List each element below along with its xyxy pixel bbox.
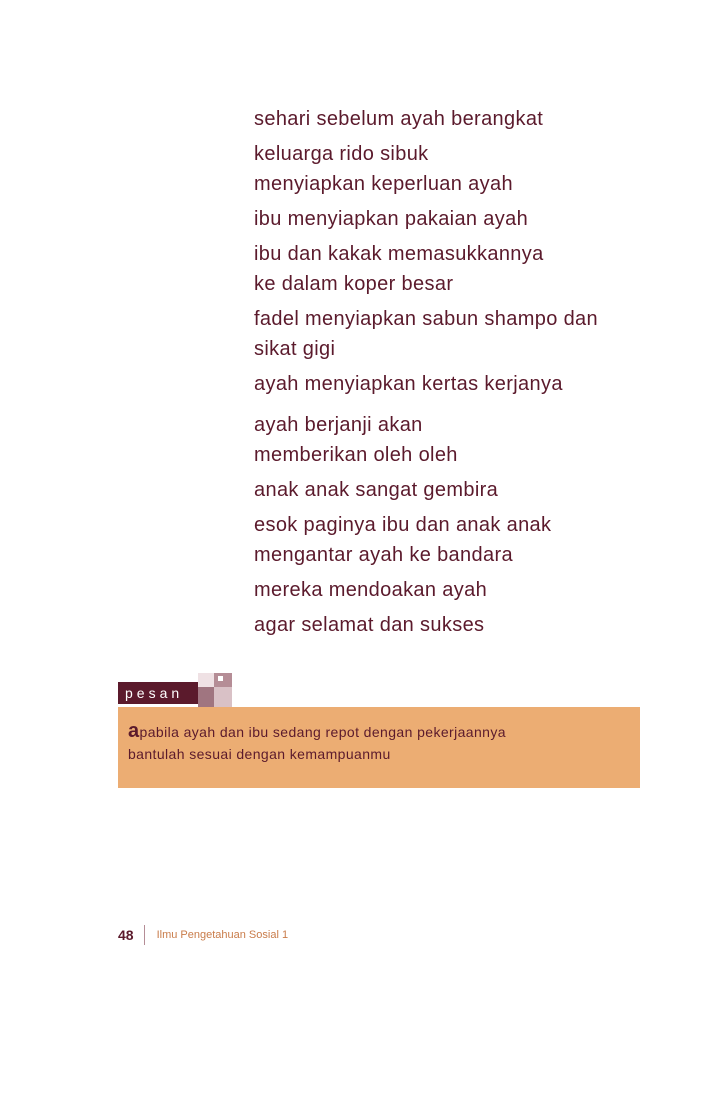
decorative-square [214,673,232,687]
poem-line: anak anak sangat gembira [254,479,499,501]
pesan-message-line [128,720,640,743]
poem-line: ke dalam koper besar [254,273,454,295]
pesan-dropcap: a [128,720,140,742]
poem-stanza [254,239,694,299]
decorative-square [198,687,214,707]
poem-line: mengantar ayah ke bandara [254,544,513,566]
pesan-label: pesan [118,682,198,704]
poem-stanza [254,139,694,199]
poem-line: menyiapkan keperluan ayah [254,173,513,195]
poem-stanza [254,369,694,399]
footer-divider [144,925,145,945]
poem-line: sikat gigi [254,338,336,360]
poem-stanza [254,575,694,605]
poem-line: fadel menyiapkan sabun shampo dan [254,308,599,330]
poem-line: esok paginya ibu dan anak anak [254,514,552,536]
poem-line: ibu dan kakak memasukkannya [254,243,544,265]
decorative-square [214,687,232,707]
poem-stanza [254,304,694,364]
decorative-square [218,676,223,681]
pesan-header [118,673,238,707]
poem-stanza [254,104,694,134]
poem-stanza [254,610,694,640]
page-footer [118,924,288,946]
pesan-message-line: bantulah sesuai dengan kemampuanmu [128,746,391,762]
poem-line: ibu menyiapkan pakaian ayah [254,208,529,230]
poem-line: memberikan oleh oleh [254,444,458,466]
book-title: Ilmu Pengetahuan Sosial 1 [156,929,289,941]
poem-line: sehari sebelum ayah berangkat [254,108,544,130]
poem-line: keluarga rido sibuk [254,143,429,165]
poem-stanza [254,204,694,234]
poem-line: ayah berjanji akan [254,414,423,436]
poem [254,104,694,645]
poem-stanza [254,510,694,570]
pesan-message-text: pabila ayah dan ibu sedang repot dengan pekerjaannya [139,724,506,740]
poem-line: agar selamat dan sukses [254,614,485,636]
pesan-message-box [118,707,640,788]
decorative-square [198,673,214,687]
poem-stanza [254,475,694,505]
poem-stanza [254,410,694,470]
page-number: 48 [118,927,134,943]
poem-line: ayah menyiapkan kertas kerjanya [254,373,563,395]
poem-line: mereka mendoakan ayah [254,579,488,601]
